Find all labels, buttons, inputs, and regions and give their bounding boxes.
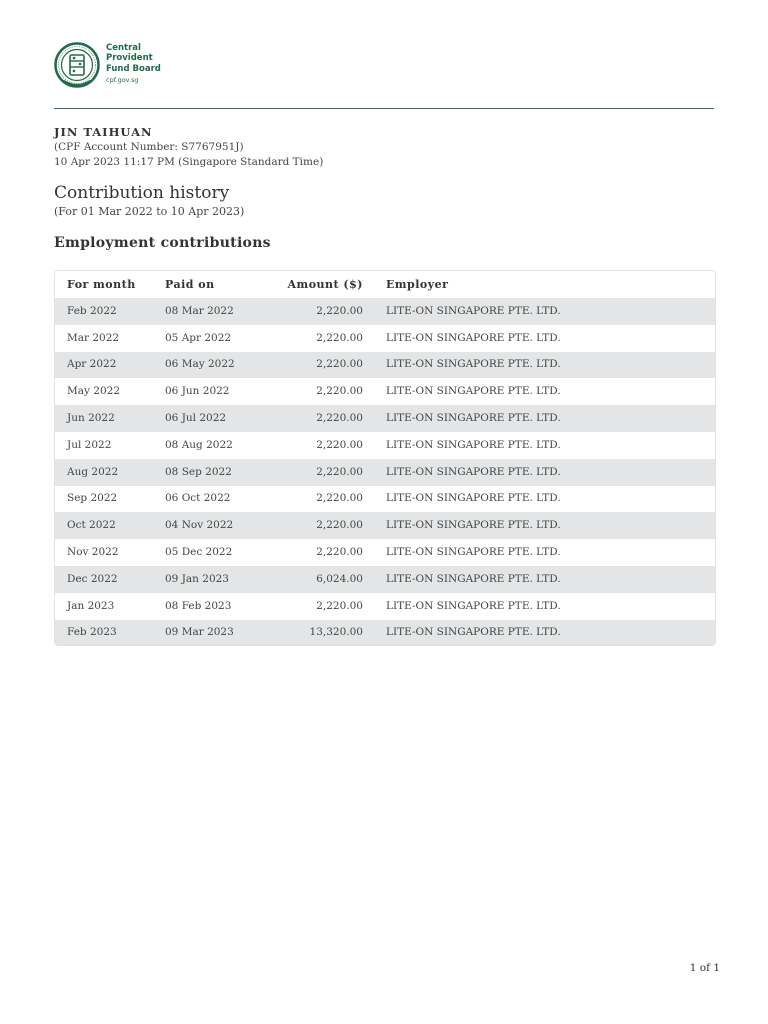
cell-amount: 2,220.00	[265, 512, 374, 539]
cell-employer: LITE-ON SINGAPORE PTE. LTD.	[374, 619, 715, 645]
cell-paid-on: 04 Nov 2022	[153, 512, 265, 539]
cell-employer: LITE-ON SINGAPORE PTE. LTD.	[374, 324, 715, 351]
logo-url: cpf.gov.sg	[106, 76, 139, 84]
cell-paid-on: 06 May 2022	[153, 351, 265, 378]
cell-employer: LITE-ON SINGAPORE PTE. LTD.	[374, 378, 715, 405]
cell-amount: 2,220.00	[265, 324, 374, 351]
cell-paid-on: 05 Apr 2022	[153, 324, 265, 351]
cell-paid-on: 06 Jul 2022	[153, 405, 265, 432]
cell-amount: 2,220.00	[265, 405, 374, 432]
table-row	[55, 351, 715, 378]
cell-month: Dec 2022	[55, 565, 153, 592]
page-number: 1 of 1	[689, 962, 720, 974]
cell-employer: LITE-ON SINGAPORE PTE. LTD.	[374, 458, 715, 485]
table-row	[55, 324, 715, 351]
cell-month: Jan 2023	[55, 592, 153, 619]
table-row	[55, 619, 715, 645]
cell-employer: LITE-ON SINGAPORE PTE. LTD.	[374, 485, 715, 512]
table-header-row	[55, 271, 715, 298]
cell-paid-on: 09 Jan 2023	[153, 565, 265, 592]
cell-month: Nov 2022	[55, 539, 153, 566]
cell-month: Apr 2022	[55, 351, 153, 378]
cell-employer: LITE-ON SINGAPORE PTE. LTD.	[374, 298, 715, 325]
table-row	[55, 405, 715, 432]
cell-employer: LITE-ON SINGAPORE PTE. LTD.	[374, 405, 715, 432]
logo-line-1: Central	[106, 42, 141, 53]
account-holder-name: JIN TAIHUAN	[54, 125, 153, 139]
column-header-month: For month	[55, 271, 153, 298]
cell-amount: 2,220.00	[265, 378, 374, 405]
table-row	[55, 592, 715, 619]
cell-month: Aug 2022	[55, 458, 153, 485]
table-row	[55, 458, 715, 485]
cell-amount: 13,320.00	[265, 619, 374, 645]
cell-paid-on: 08 Sep 2022	[153, 458, 265, 485]
cell-paid-on: 09 Mar 2023	[153, 619, 265, 645]
table-body	[55, 298, 715, 646]
generated-timestamp: 10 Apr 2023 11:17 PM (Singapore Standard Time)	[54, 156, 324, 168]
cell-employer: LITE-ON SINGAPORE PTE. LTD.	[374, 512, 715, 539]
column-header-employer: Employer	[374, 271, 715, 298]
cell-month: Sep 2022	[55, 485, 153, 512]
cell-paid-on: 05 Dec 2022	[153, 539, 265, 566]
cell-amount: 2,220.00	[265, 458, 374, 485]
cell-employer: LITE-ON SINGAPORE PTE. LTD.	[374, 592, 715, 619]
cell-employer: LITE-ON SINGAPORE PTE. LTD.	[374, 431, 715, 458]
cell-amount: 6,024.00	[265, 565, 374, 592]
cell-amount: 2,220.00	[265, 485, 374, 512]
table-row	[55, 298, 715, 325]
cell-amount: 2,220.00	[265, 298, 374, 325]
cell-month: Feb 2022	[55, 298, 153, 325]
table-row	[55, 512, 715, 539]
table-row	[55, 565, 715, 592]
column-header-amount: Amount ($)	[265, 271, 374, 298]
account-number: (CPF Account Number: S7767951J)	[54, 141, 244, 153]
cell-amount: 2,220.00	[265, 431, 374, 458]
cell-paid-on: 08 Feb 2023	[153, 592, 265, 619]
logo-line-3: Fund Board	[106, 63, 161, 74]
cell-employer: LITE-ON SINGAPORE PTE. LTD.	[374, 565, 715, 592]
cell-paid-on: 08 Aug 2022	[153, 431, 265, 458]
cpf-logo	[54, 41, 161, 89]
cell-month: Jun 2022	[55, 405, 153, 432]
table-row	[55, 378, 715, 405]
table-row	[55, 485, 715, 512]
cell-month: Mar 2022	[55, 324, 153, 351]
period-range: (For 01 Mar 2022 to 10 Apr 2023)	[54, 205, 245, 218]
table-row	[55, 539, 715, 566]
cell-employer: LITE-ON SINGAPORE PTE. LTD.	[374, 539, 715, 566]
cell-month: May 2022	[55, 378, 153, 405]
page-title: Contribution history	[54, 183, 230, 203]
cell-month: Jul 2022	[55, 431, 153, 458]
cell-employer: LITE-ON SINGAPORE PTE. LTD.	[374, 351, 715, 378]
logo-wordmark	[106, 43, 161, 86]
cell-paid-on: 06 Oct 2022	[153, 485, 265, 512]
logo-line-2: Provident	[106, 53, 153, 63]
contributions-table	[54, 270, 716, 646]
contributions-table-grid	[55, 271, 715, 645]
cell-amount: 2,220.00	[265, 539, 374, 566]
cell-amount: 2,220.00	[265, 592, 374, 619]
cell-paid-on: 06 Jun 2022	[153, 378, 265, 405]
table-row	[55, 431, 715, 458]
cell-amount: 2,220.00	[265, 351, 374, 378]
cell-month: Feb 2023	[55, 619, 153, 645]
cpf-seal-icon	[54, 41, 100, 89]
column-header-paid-on: Paid on	[153, 271, 265, 298]
cell-paid-on: 08 Mar 2022	[153, 298, 265, 325]
section-title-employment: Employment contributions	[54, 235, 271, 251]
account-info	[54, 125, 323, 170]
cell-month: Oct 2022	[55, 512, 153, 539]
page-header	[54, 41, 714, 109]
